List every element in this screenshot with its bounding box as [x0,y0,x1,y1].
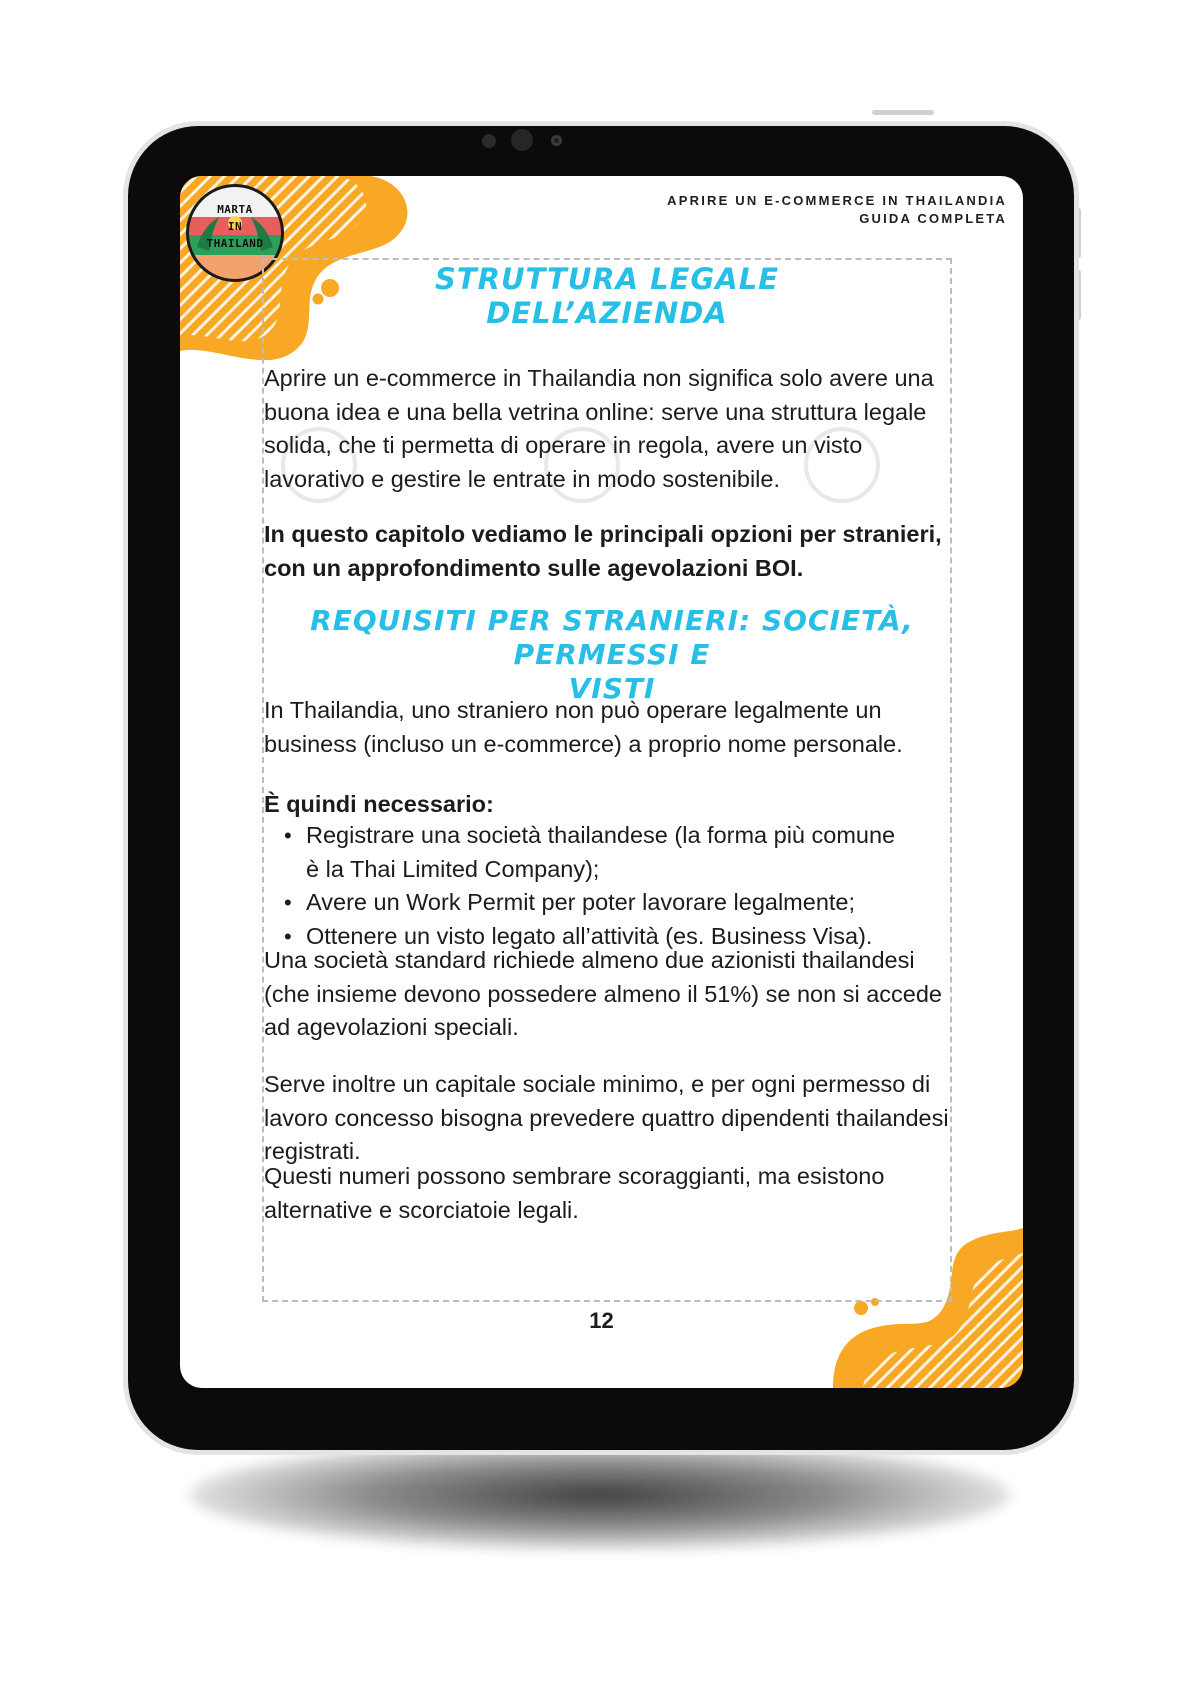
front-camera-icon [511,129,533,151]
section-title-requirements [274,604,950,706]
tablet-volume-down-button [1076,270,1081,320]
page-number: 12 [589,1308,614,1333]
section-title-line2: VISTI [568,672,656,705]
section-title-line1: STRUTTURA LEGALE [434,262,780,296]
chapter-summary-paragraph: In questo capitolo vediamo le principali opzioni per stranieri, con un approfondimento sulle agevolazioni BOI. [264,521,942,581]
section-title-line1: REQUISITI PER STRANIERI: SOCIETÀ, PERMESSI E [310,604,914,671]
requirements-list [264,819,904,953]
device-shadow [190,1440,1010,1550]
alternatives-paragraph: Questi numeri possono sembrare scoraggianti, ma esistono alternative e scorciatoie legali. [264,1163,885,1223]
logo-text-line1: MARTA [217,203,253,216]
header-title: APRIRE UN E-COMMERCE IN THAILANDIA [667,193,1007,208]
list-item: • Registrare una società thailandese (la forma più comune è la Thai Limited Company); [264,819,904,886]
sensor-right [551,135,562,146]
tablet-volume-up-button [1076,208,1081,258]
list-item: • Avere un Work Permit per poter lavorare legalmente; [264,886,904,920]
shareholders-paragraph: Una società standard richiede almeno due azionisti thailandesi (che insieme devono possedere almeno il 51%) se non si accede ad agevolazioni speciali. [264,947,942,1040]
tablet-frame [128,126,1074,1450]
logo-text-line2: IN [227,220,243,233]
list-intro: È quindi necessario: [264,791,494,817]
requirements-paragraph: In Thailandia, uno straniero non può operare legalmente un business (incluso un e-commerce) a proprio nome personale. [264,697,903,757]
section-title-legal-structure [264,262,950,330]
intro-paragraph: Aprire un e-commerce in Thailandia non significa solo avere una buona idea e una bella vetrina online: serve una struttura legale solida, che ti permetta di operare in regola, avere un visto lavorativo e gestire le entrate in modo sostenibile. [264,365,934,492]
document-header [667,192,1007,228]
section-title-line2: DELL’AZIENDA [486,296,728,330]
capital-paragraph: Serve inoltre un capitale sociale minimo, e per ogni permesso di lavoro concesso bisogna prevedere quattro dipendenti thailandesi registrati. [264,1071,949,1164]
sensor-left [482,134,496,148]
tablet-screen [180,176,1023,1388]
list-item: • Ottenere un visto legato all’attività (es. Business Visa). [264,920,904,954]
logo-text-line3: THAILAND [206,237,264,250]
header-subtitle: GUIDA COMPLETA [859,211,1007,226]
content-frame [262,258,952,1302]
tablet-top-button [872,110,934,115]
